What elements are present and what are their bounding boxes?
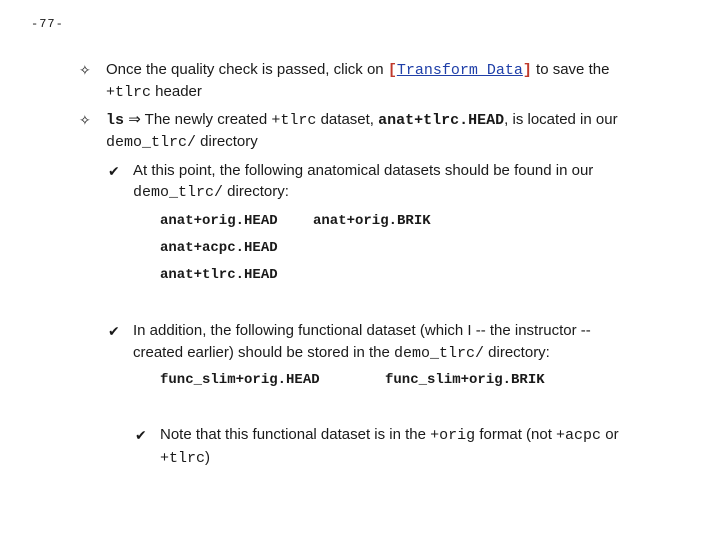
code-tlrc: +tlrc: [160, 450, 206, 467]
dataset-file: anat+acpc.HEAD: [160, 240, 278, 256]
code-orig: +orig: [430, 427, 476, 444]
implies-arrow-icon: ⇒: [128, 111, 141, 128]
ls-command: ls: [106, 112, 125, 129]
sub-2-text-b: created earlier) should be stored in the: [133, 344, 394, 361]
bullet-1-line-2: [106, 81, 202, 104]
check-arrow-icon: ✔: [108, 163, 120, 179]
dataset-file: func_slim+orig.HEAD: [160, 372, 320, 388]
sub-2-text-c: directory:: [484, 344, 550, 361]
code-tlrc: +tlrc: [271, 112, 317, 129]
bullet-2-line-2: [106, 131, 258, 154]
code-tlrc: +tlrc: [106, 84, 152, 101]
check-arrow-icon: ✔: [108, 323, 120, 339]
dataset-file: func_slim+orig.BRIK: [385, 372, 545, 388]
diamond-outline-icon: ✧: [79, 112, 91, 128]
dataset-file: anat+orig.BRIK: [313, 213, 431, 229]
bullet-2-text-b: dataset,: [316, 111, 379, 128]
sub-1-line-1: [133, 160, 593, 182]
bullet-1-text: Once the quality check is passed, click on: [106, 61, 388, 78]
dataset-file: anat+tlrc.HEAD: [160, 267, 278, 283]
diamond-outline-icon: ✧: [79, 62, 91, 78]
page-number: -77-: [31, 17, 64, 31]
note-text-b: format (not: [475, 426, 557, 443]
bracket-close: ]: [522, 62, 532, 79]
sub-2-line-2: [133, 342, 550, 365]
dir-name: demo_tlrc/: [133, 184, 224, 201]
sub-2-text: In addition, the following functional dataset (which I -- the instructor --: [133, 322, 591, 339]
bracket-open: [: [387, 62, 397, 79]
note-text-c: or: [601, 426, 619, 443]
bullet-1-text-b: to save the: [531, 61, 610, 78]
dataset-file: anat+orig.HEAD: [160, 213, 278, 229]
check-arrow-icon: ✔: [135, 427, 147, 443]
sub-1-text: At this point, the following anatomical datasets should be found in our: [133, 162, 594, 179]
bullet-1-line-1: [106, 59, 609, 82]
sub-1-line-2: [133, 181, 289, 204]
sub-1-text-b: directory:: [223, 183, 289, 200]
dir-name: demo_tlrc/: [106, 134, 197, 151]
code-file: anat+tlrc.HEAD: [378, 112, 505, 129]
bullet-2-text-d: directory: [196, 133, 258, 150]
note-line-2: [160, 447, 210, 470]
bullet-2-line-1: [106, 109, 618, 132]
bullet-1-text-c: header: [151, 83, 202, 100]
bullet-2-text: The newly created: [140, 111, 272, 128]
note-line-1: [160, 424, 619, 447]
code-acpc: +acpc: [556, 427, 602, 444]
dir-name: demo_tlrc/: [393, 345, 484, 362]
note-text-d: ): [205, 449, 211, 466]
transform-data-button[interactable]: Transform Data: [396, 62, 523, 79]
note-text: Note that this functional dataset is in the: [160, 426, 431, 443]
bullet-2-text-c: , is located in our: [504, 111, 618, 128]
sub-2-line-1: [133, 320, 591, 342]
